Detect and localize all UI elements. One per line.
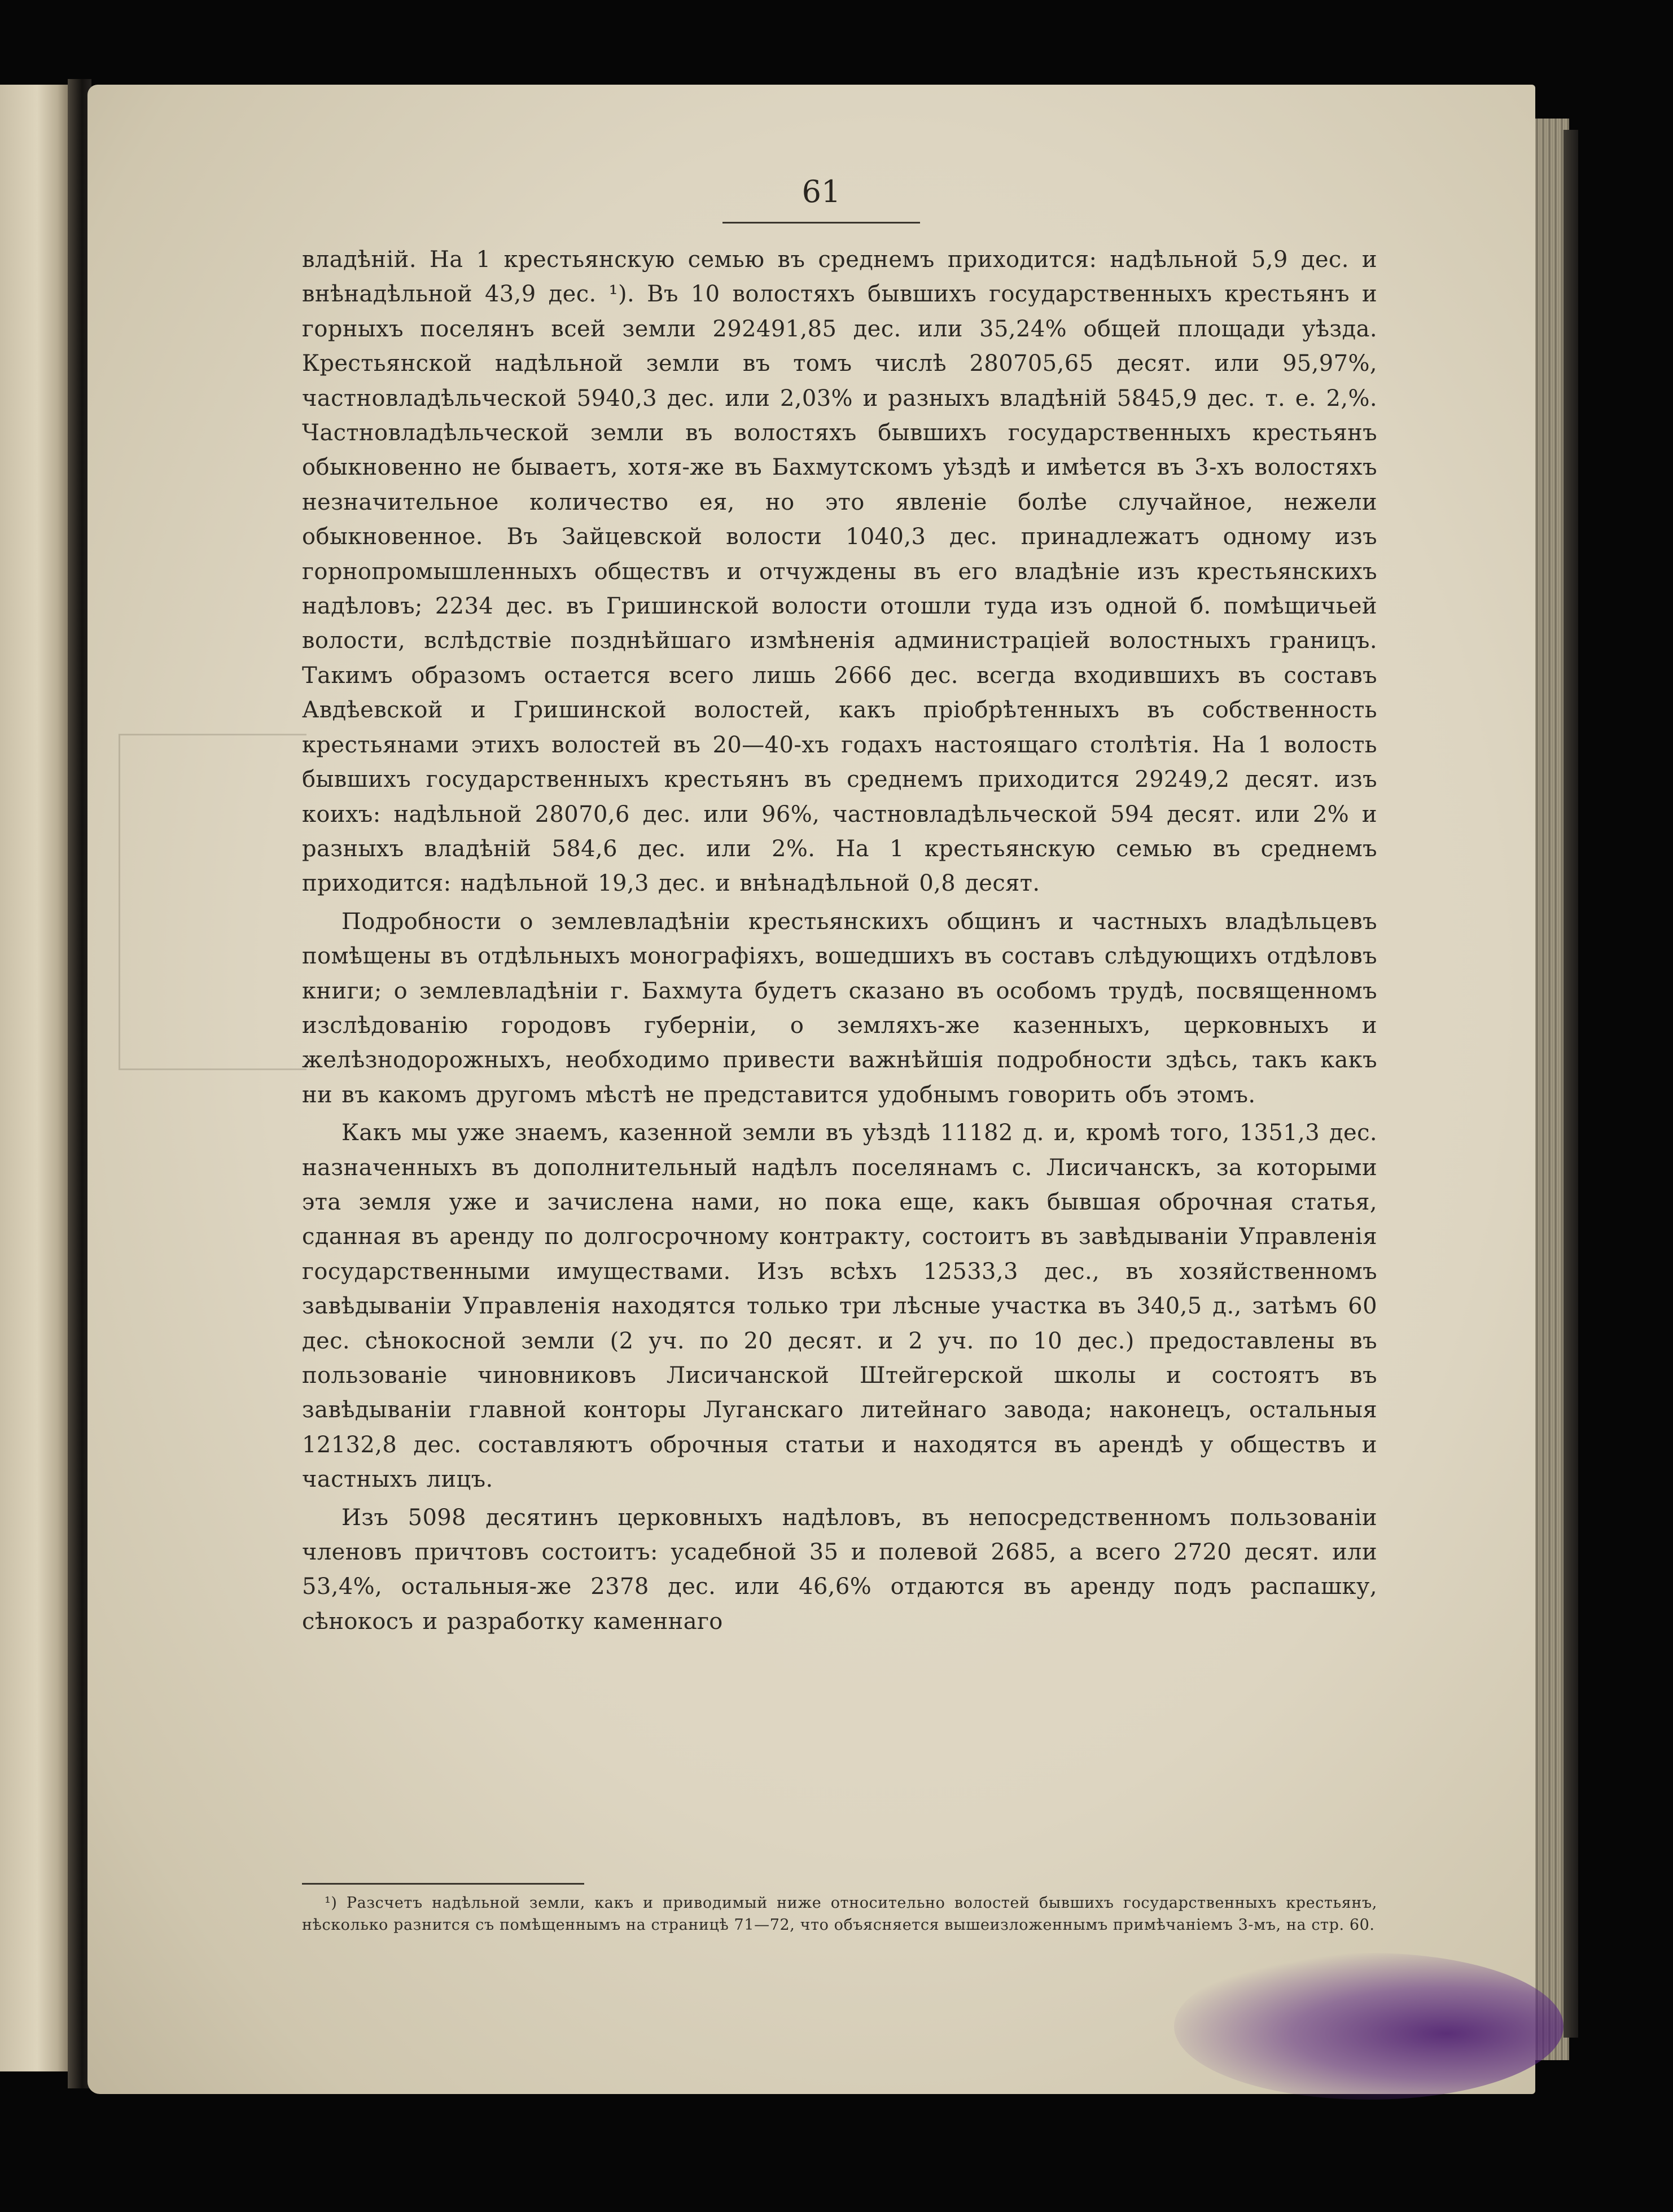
paragraph-3: Какъ мы уже знаемъ, казенной земли въ уѣздѣ 11182 д. и, кромѣ того, 1351,3 дес. назначенныхъ въ дополнительный надѣлъ поселянамъ с. Лисичанскъ, за которыми эта земля уже и зачислена нами, но пока еще, какъ бывшая оброчная статья, сданная въ аренду по долгосрочному контракту, состоитъ въ завѣдываніи Управленія государственными имуществами. Изъ всѣхъ 12533,3 дес., въ хозяйственномъ завѣдываніи Управленія находятся только три лѣсные участка въ 340,5 д., затѣмъ 60 дес. сѣнокосной земли (2 уч. по 20 десят. и 2 уч. по 10 дес.) предоставлены въ пользованіе чиновниковъ Лисичанской Штейгерской школы и состоятъ въ завѣдываніи главной конторы Луганскаго литейнаго завода; наконецъ, остальныя 12132,8 дес. составляютъ оброчныя статьи и находятся въ арендѣ у обществъ и частныхъ лицъ.	[302, 1120, 1377, 1493]
paragraph-2: Подробности о землевладѣніи крестьянскихъ общинъ и частныхъ владѣльцевъ помѣщены въ отдѣльныхъ монографіяхъ, вошедшихъ въ составъ слѣдующихъ отдѣловъ книги; о землевладѣніи г. Бахмута будетъ сказано въ особомъ трудѣ, посвященномъ изслѣдованію городовъ губерніи, о земляхъ-же казенныхъ, церковныхъ и желѣзнодорожныхъ, необходимо привести важнѣйшія подробности здѣсь, такъ какъ ни въ какомъ другомъ мѣстѣ не представится удобнымъ говорить объ этомъ.	[302, 908, 1377, 1108]
bleed-through-table-ghost	[119, 734, 306, 1070]
page-number: 61	[802, 174, 841, 209]
previous-page-edge	[0, 85, 68, 2071]
body-text	[302, 243, 1377, 1639]
book-cover-edge	[1563, 130, 1578, 2038]
page-number-rule	[722, 222, 920, 224]
footnote-rule	[302, 1883, 584, 1885]
paragraph-4: Изъ 5098 десятинъ церковныхъ надѣловъ, въ непосредственномъ пользованіи членовъ причтовъ состоитъ: усадебной 35 и полевой 2685, а всего 2720 десят. или 53,4%, остальныя-же 2378 дес. или 46,6% отдаются въ аренду подъ распашку, сѣнокосъ и разработку каменнаго	[302, 1504, 1377, 1635]
ink-stain	[1174, 1953, 1563, 2100]
paragraph-1: владѣній. На 1 крестьянскую семью въ среднемъ приходится: надѣльной 5,9 дес. и внѣнадѣльной 43,9 дес. ¹). Въ 10 волостяхъ бывшихъ государственныхъ крестьянъ и горныхъ поселянъ всей земли 292491,85 дес. или 35,24% общей площади уѣзда. Крестьянской надѣльной земли въ томъ числѣ 280705,65 десят. или 95,97%, частновладѣльческой 5940,3 дес. или 2,03% и разныхъ владѣній 5845,9 дес. т. е. 2,%. Частновладѣльческой земли въ волостяхъ бывшихъ государственныхъ крестьянъ обыкновенно не бываетъ, хотя-же въ Бахмутскомъ уѣздѣ и имѣется въ 3-хъ волостяхъ незначительное количество ея, но это явленіе болѣе случайное, нежели обыкновенное. Въ Зайцевской волости 1040,3 дес. принадлежатъ одному изъ горнопромышленныхъ обществъ и отчуждены въ его владѣніе изъ крестьянскихъ надѣловъ; 2234 дес. въ Гришинской волости отошли туда изъ одной б. помѣщичьей волости, вслѣдствіе позднѣйшаго измѣненія администраціей волостныхъ границъ. Такимъ образомъ остается всего лишь 2666 дес. всегда входившихъ въ составъ Авдѣевской и Гришинской волостей, какъ пріобрѣтенныхъ въ собственность крестьянами этихъ волостей въ 20—40-хъ годахъ настоящаго столѣтія. На 1 волость бывшихъ государственныхъ крестьянъ въ среднемъ приходится 29249,2 десят. изъ коихъ: надѣльной 28070,6 дес. или 96%, частновладѣльческой 594 десят. или 2% и разныхъ владѣній 584,6 дес. или 2%. На 1 крестьянскую семью въ среднемъ приходится: надѣльной 19,3 дес. и внѣнадѣльной 0,8 десят.	[302, 247, 1377, 897]
footnote: ¹) Разсчетъ надѣльной земли, какъ и приводимый ниже относительно волостей бывшихъ государственныхъ крестьянъ, нѣсколько разнится съ помѣщеннымъ на страницѣ 71—72, что объясняется вышеизложеннымъ примѣчаніемъ 3-мъ, на стр. 60.	[302, 1894, 1377, 1934]
